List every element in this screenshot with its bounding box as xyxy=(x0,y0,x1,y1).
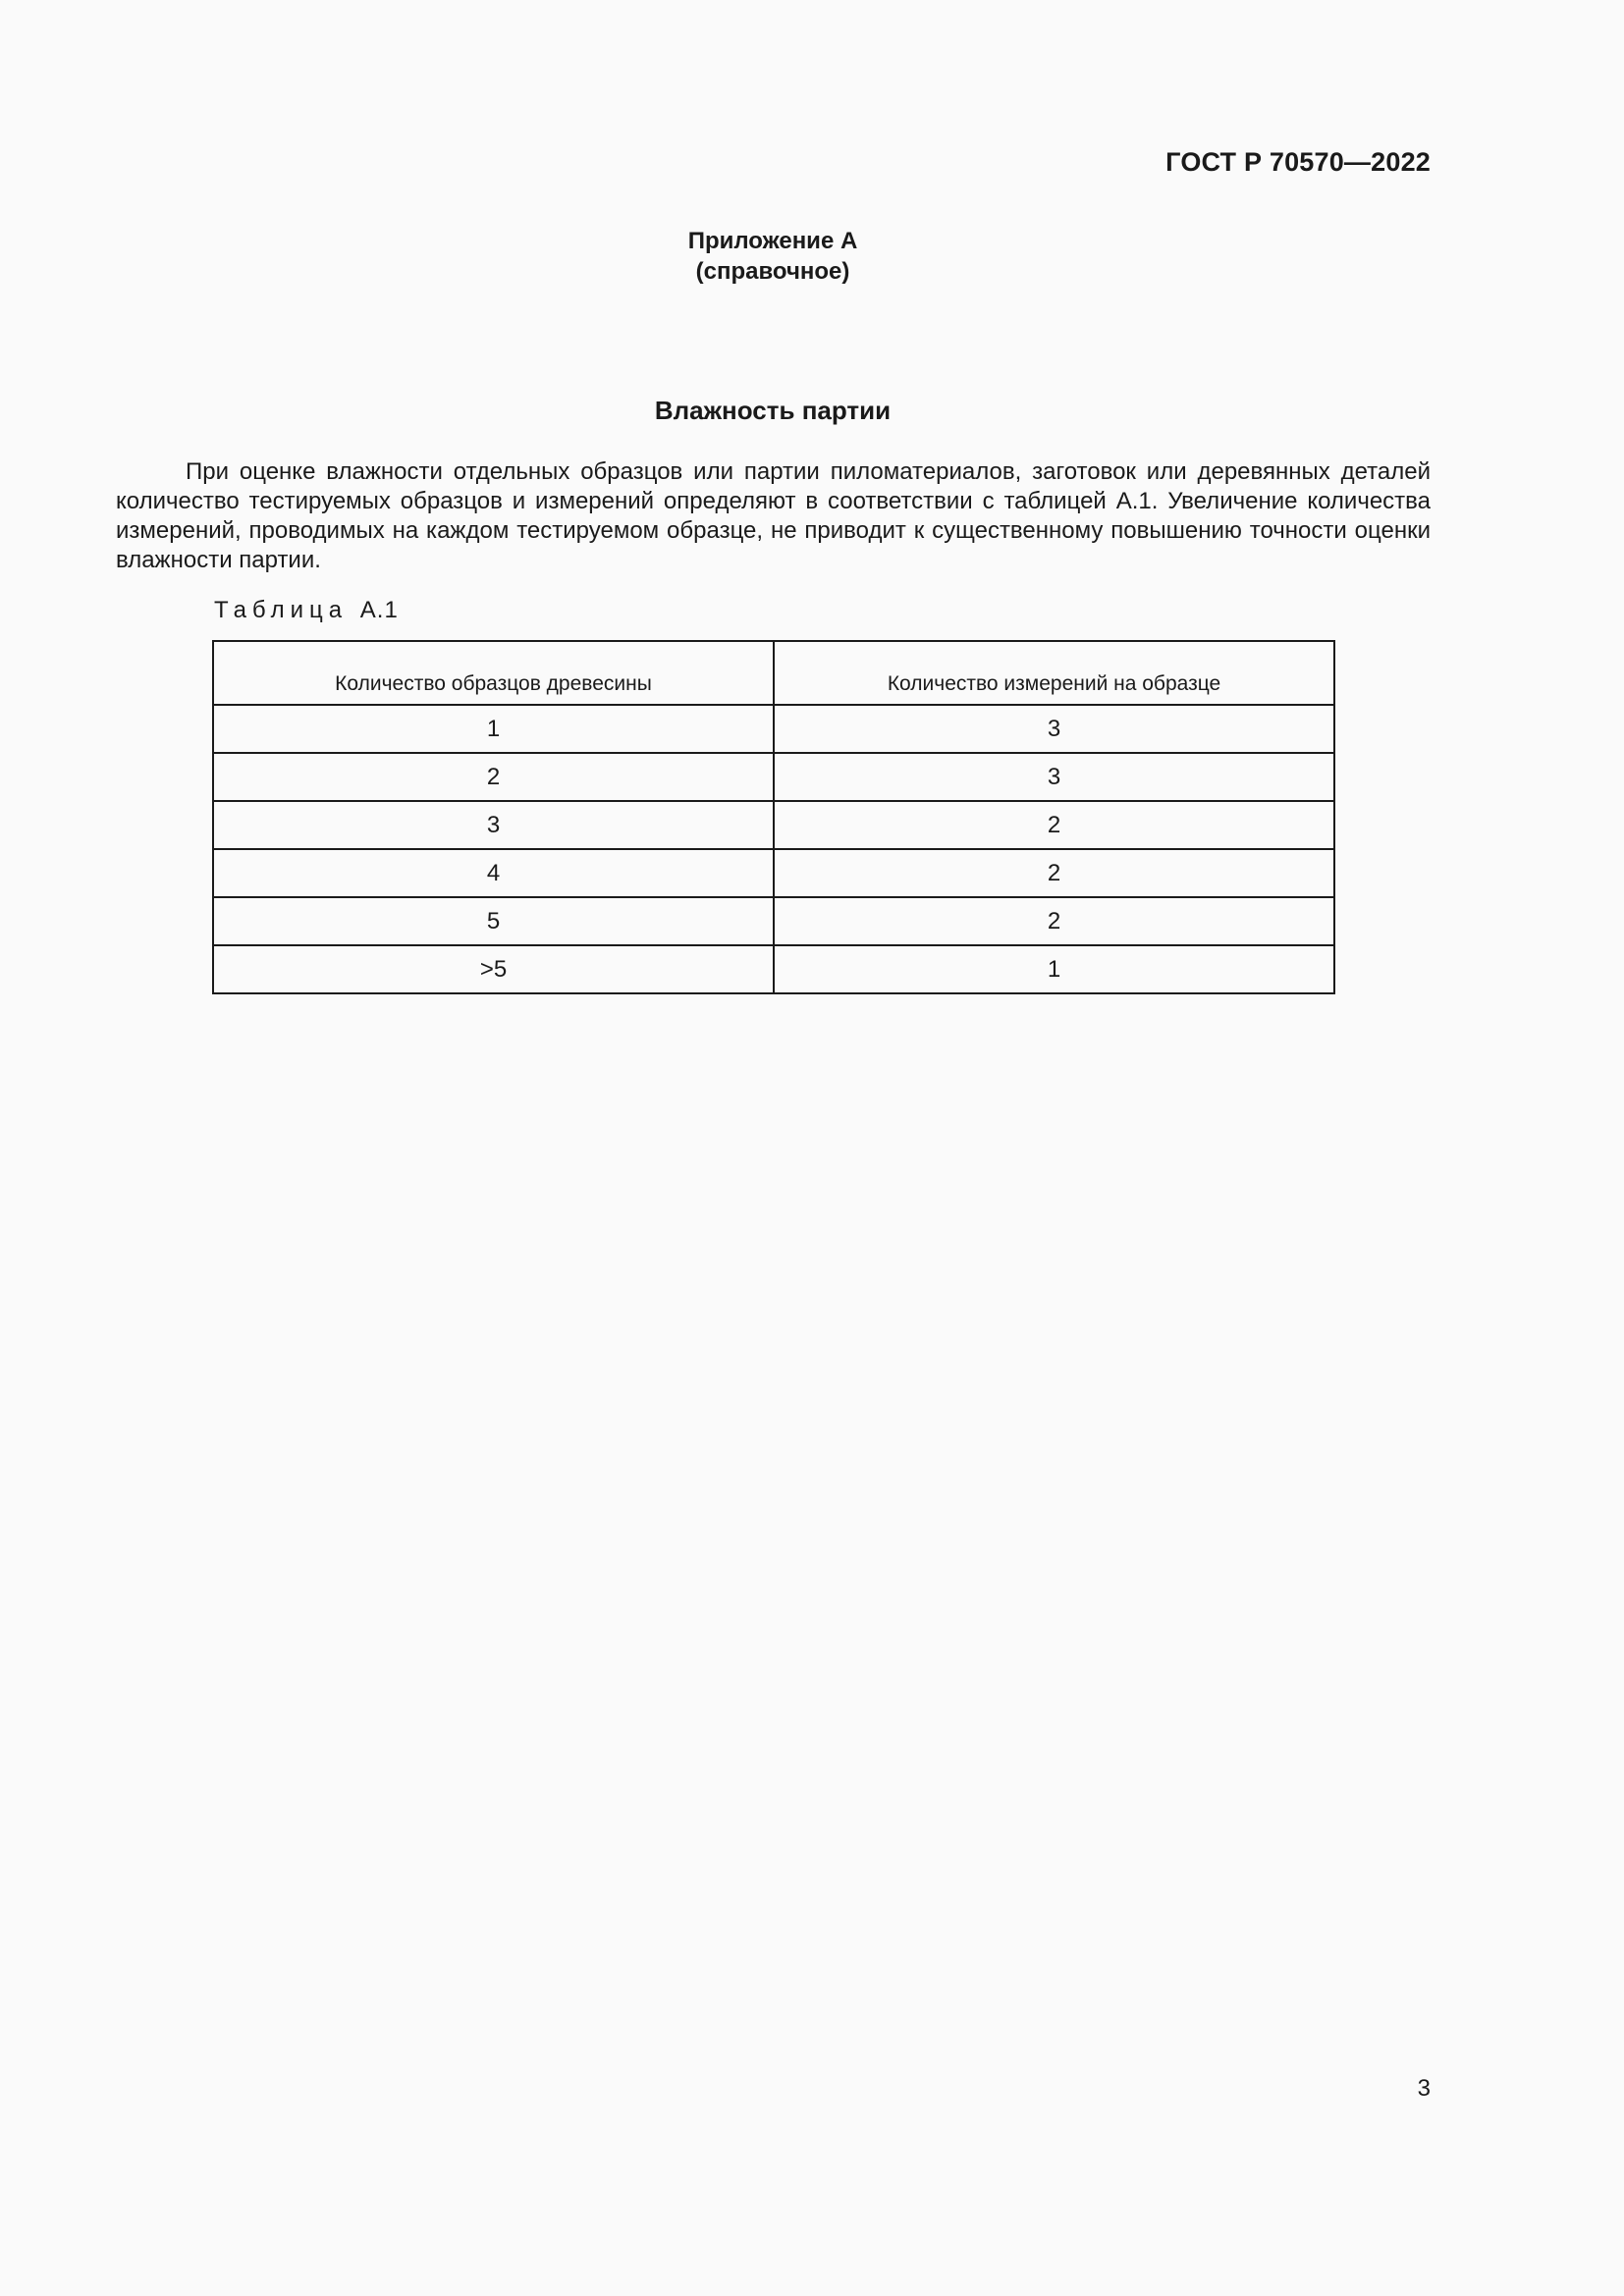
table-row xyxy=(213,897,1334,945)
cell-measurements: 2 xyxy=(774,897,1334,945)
table-row xyxy=(213,849,1334,897)
cell-samples: >5 xyxy=(213,945,774,993)
cell-samples: 5 xyxy=(213,897,774,945)
table-caption-number: А.1 xyxy=(359,597,399,623)
cell-measurements: 2 xyxy=(774,849,1334,897)
column-header-measurements: Количество измерений на образце xyxy=(774,641,1334,705)
table-row xyxy=(213,705,1334,753)
cell-measurements: 3 xyxy=(774,705,1334,753)
data-table xyxy=(212,640,1335,994)
cell-samples: 2 xyxy=(213,753,774,801)
section-title: Влажность партии xyxy=(654,396,892,425)
body-paragraph: При оценке влажности отдельных образцов или партии пиломатериалов, заготовок или деревянных деталей количество тестируемых образцов и измерений определяют в соответствии с таблицей А.1. Увеличение количества измерений, проводимых на каждом тестируемом образце, не приводит к существенному повышению точности оценки влажности партии. xyxy=(116,458,1431,573)
table-caption-word: Таблица xyxy=(214,597,349,623)
appendix-note: (справочное) xyxy=(695,258,850,285)
appendix-title: Приложение А xyxy=(687,228,858,254)
table-header-row xyxy=(213,641,1334,705)
cell-measurements: 2 xyxy=(774,801,1334,849)
cell-measurements: 1 xyxy=(774,945,1334,993)
column-header-samples: Количество образцов древесины xyxy=(213,641,774,705)
document-code: ГОСТ Р 70570—2022 xyxy=(1165,147,1431,177)
cell-samples: 3 xyxy=(213,801,774,849)
cell-measurements: 3 xyxy=(774,753,1334,801)
cell-samples: 1 xyxy=(213,705,774,753)
table-row xyxy=(213,945,1334,993)
cell-samples: 4 xyxy=(213,849,774,897)
table-row xyxy=(213,801,1334,849)
page-number: 3 xyxy=(1417,2075,1431,2102)
table-caption xyxy=(214,597,399,624)
table-row xyxy=(213,753,1334,801)
